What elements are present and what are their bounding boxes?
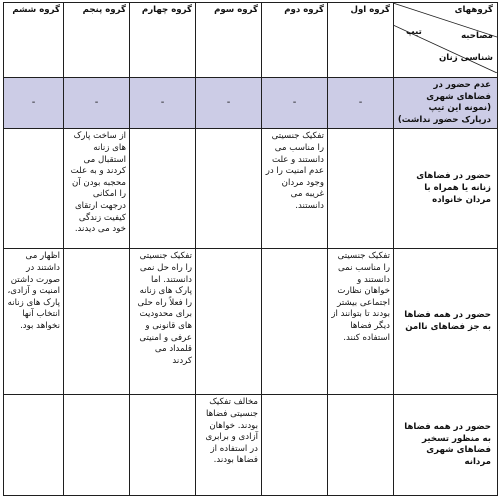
typology-table <box>3 2 497 488</box>
table-cell <box>130 395 196 496</box>
table-cell <box>64 395 130 496</box>
table-cell: - <box>64 78 130 129</box>
table-cell: تفکیک جنسیتی را مناسب می دانستند و علت عدم امنیت را در وجود مردان غریبه می دانستند. <box>262 129 328 249</box>
table-cell <box>196 249 262 395</box>
corner-mid-right-label: مصاحبه <box>461 31 493 41</box>
group-header-2: گروه دوم <box>262 3 328 78</box>
group-header-5: گروه پنجم <box>64 3 130 78</box>
table-row <box>4 395 498 496</box>
table-cell: مخالف تفکیک جنسیتی فضاها بودند. خواهان آزادی و برابری در استفاده از فضاها بودند. <box>196 395 262 496</box>
table-cell: تفکیک جنسیتی را راه حل نمی دانستند. اما پارک های زنانه را فعلاً راه حلی برای محدودیت های قانونی و عرفی و امنیتی قلمداد می کردند <box>130 249 196 395</box>
table-row <box>4 78 498 129</box>
table-cell: - <box>196 78 262 129</box>
corner-top-label: گروههای <box>454 5 493 15</box>
group-header-6: گروه ششم <box>4 3 64 78</box>
table-cell: از ساخت پارک های زنانه استقبال می کردند و به علت محجبه بودن آن را امکانی درجهت ارتقای کیفیت زندگی خود می دیدند. <box>64 129 130 249</box>
table-cell: اظهار می داشتند در صورت داشتن امنیت و آزادی، پارک های زنانه انتخاب آنها نخواهد بود. <box>4 249 64 395</box>
corner-bottom-label: شناسی زنان <box>438 53 493 63</box>
table-cell <box>64 249 130 395</box>
table-cell <box>130 129 196 249</box>
row-label: حضور در فضاهای زنانه یا همراه با مردان خانواده <box>394 129 498 249</box>
table-row <box>4 129 498 249</box>
table-cell: - <box>4 78 64 129</box>
table-cell: تفکیک جنسیتی را مناسب نمی دانستند و خواهان نظارت اجتماعی بیشتر بودند تا بتوانند از دیگر فضاها استفاده کنند. <box>328 249 394 395</box>
table-cell <box>4 395 64 496</box>
table <box>3 2 498 496</box>
table-cell: - <box>262 78 328 129</box>
table-cell <box>262 249 328 395</box>
row-label: عدم حضور در فضاهای شهری (نمونه این تیپ درپارک حضور نداشت) <box>394 78 498 129</box>
corner-mid-left-label: تیپ <box>406 27 422 37</box>
header-row <box>4 3 498 78</box>
table-cell <box>328 129 394 249</box>
row-label: حضور در همه فضاها به جز فضاهای ناامن <box>394 249 498 395</box>
group-header-1: گروه اول <box>328 3 394 78</box>
row-label: حضور در همه فضاها به منظور تسخیر فضاهای شهری مردانه <box>394 395 498 496</box>
group-header-4: گروه چهارم <box>130 3 196 78</box>
table-cell: - <box>130 78 196 129</box>
table-cell <box>328 395 394 496</box>
table-row <box>4 249 498 395</box>
table-cell: - <box>328 78 394 129</box>
table-cell <box>262 395 328 496</box>
corner-header <box>394 3 498 78</box>
table-cell <box>196 129 262 249</box>
group-header-3: گروه سوم <box>196 3 262 78</box>
table-cell <box>4 129 64 249</box>
